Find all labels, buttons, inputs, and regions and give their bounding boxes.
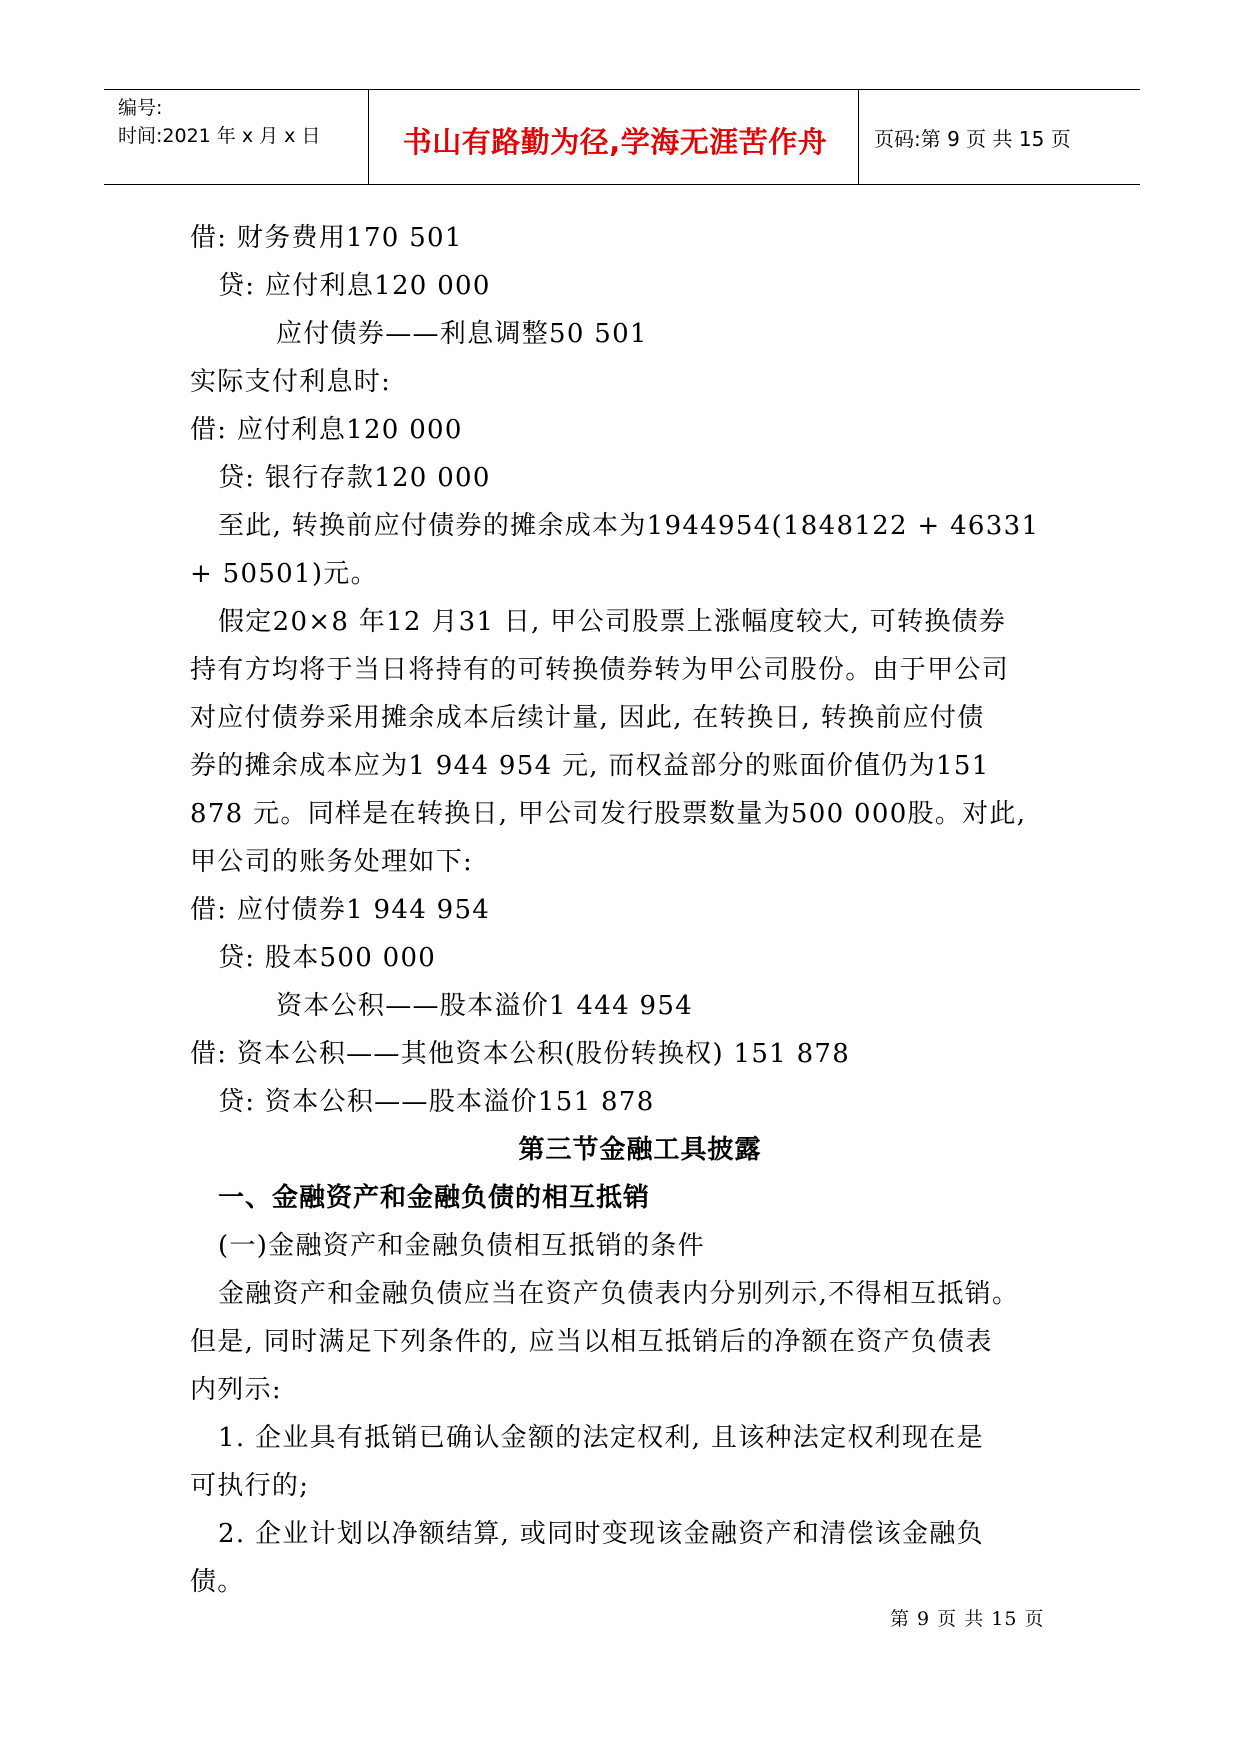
journal-entry-line: 借: 财务费用170 501 bbox=[190, 223, 463, 253]
number-label: 编号: bbox=[118, 97, 163, 119]
paragraph-line: 内列示: bbox=[190, 1375, 282, 1405]
list-item-continuation: 可执行的; bbox=[190, 1471, 310, 1501]
motto: 书山有路勤为径,学海无涯苦作舟 bbox=[402, 125, 828, 159]
header-divider bbox=[368, 90, 369, 184]
paragraph-line: 假定20×8 年12 月31 日, 甲公司股票上涨幅度较大, 可转换债券 bbox=[218, 607, 1007, 637]
paragraph-line: + 50501)元。 bbox=[190, 559, 378, 589]
paragraph-line: 券的摊余成本应为1 944 954 元, 而权益部分的账面价值仍为151 bbox=[190, 751, 990, 781]
journal-entry-line: 借: 资本公积——其他资本公积(股份转换权) 151 878 bbox=[190, 1039, 851, 1069]
header-table bbox=[104, 89, 1140, 185]
paragraph-line: 甲公司的账务处理如下: bbox=[190, 847, 474, 877]
list-item: 2. 企业计划以净额结算, 或同时变现该金融资产和清偿该金融负 bbox=[218, 1519, 984, 1549]
journal-entry-line: 贷: 银行存款120 000 bbox=[218, 463, 491, 493]
section-title: 第三节金融工具披露 bbox=[518, 1135, 762, 1165]
header-divider bbox=[858, 90, 859, 184]
time-label: 时间:2021 年 x 月 x 日 bbox=[118, 125, 321, 147]
paragraph-line: 878 元。同样是在转换日, 甲公司发行股票数量为500 000股。对此, bbox=[190, 799, 1027, 829]
paragraph-line: 持有方均将于当日将持有的可转换债券转为甲公司股份。由于甲公司 bbox=[190, 655, 1010, 685]
paragraph-line: 但是, 同时满足下列条件的, 应当以相互抵销后的净额在资产负债表 bbox=[190, 1327, 993, 1357]
paragraph-line: 对应付债券采用摊余成本后续计量, 因此, 在转换日, 转换前应付债 bbox=[190, 703, 985, 733]
journal-entry-line: 借: 应付债券1 944 954 bbox=[190, 895, 491, 925]
page-footer: 第 9 页 共 15 页 bbox=[890, 1608, 1045, 1630]
paragraph-line: 金融资产和金融负债应当在资产负债表内分别列示,不得相互抵销。 bbox=[218, 1279, 1020, 1309]
header-page-info: 页码:第 9 页 共 15 页 bbox=[874, 127, 1071, 151]
section-heading: 一、金融资产和金融负债的相互抵销 bbox=[218, 1183, 651, 1213]
journal-entry-line: 贷: 股本500 000 bbox=[218, 943, 437, 973]
paragraph-line: 实际支付利息时: bbox=[190, 367, 392, 397]
list-item: 1. 企业具有抵销已确认金额的法定权利, 且该种法定权利现在是 bbox=[218, 1423, 984, 1453]
paragraph-line: 至此, 转换前应付债券的摊余成本为1944954(1848122 + 46331 bbox=[218, 511, 1040, 541]
journal-entry-line: 资本公积——股本溢价1 444 954 bbox=[276, 991, 694, 1021]
document-body bbox=[190, 214, 1090, 1606]
list-item-continuation: 债。 bbox=[190, 1567, 245, 1597]
journal-entry-line: 贷: 应付利息120 000 bbox=[218, 271, 491, 301]
journal-entry-line: 贷: 资本公积——股本溢价151 878 bbox=[218, 1087, 655, 1117]
header-left-cell bbox=[118, 94, 320, 150]
journal-entry-line: 借: 应付利息120 000 bbox=[190, 415, 463, 445]
subsection-heading: (一)金融资产和金融负债相互抵销的条件 bbox=[218, 1231, 705, 1261]
journal-entry-line: 应付债券——利息调整50 501 bbox=[276, 319, 648, 349]
